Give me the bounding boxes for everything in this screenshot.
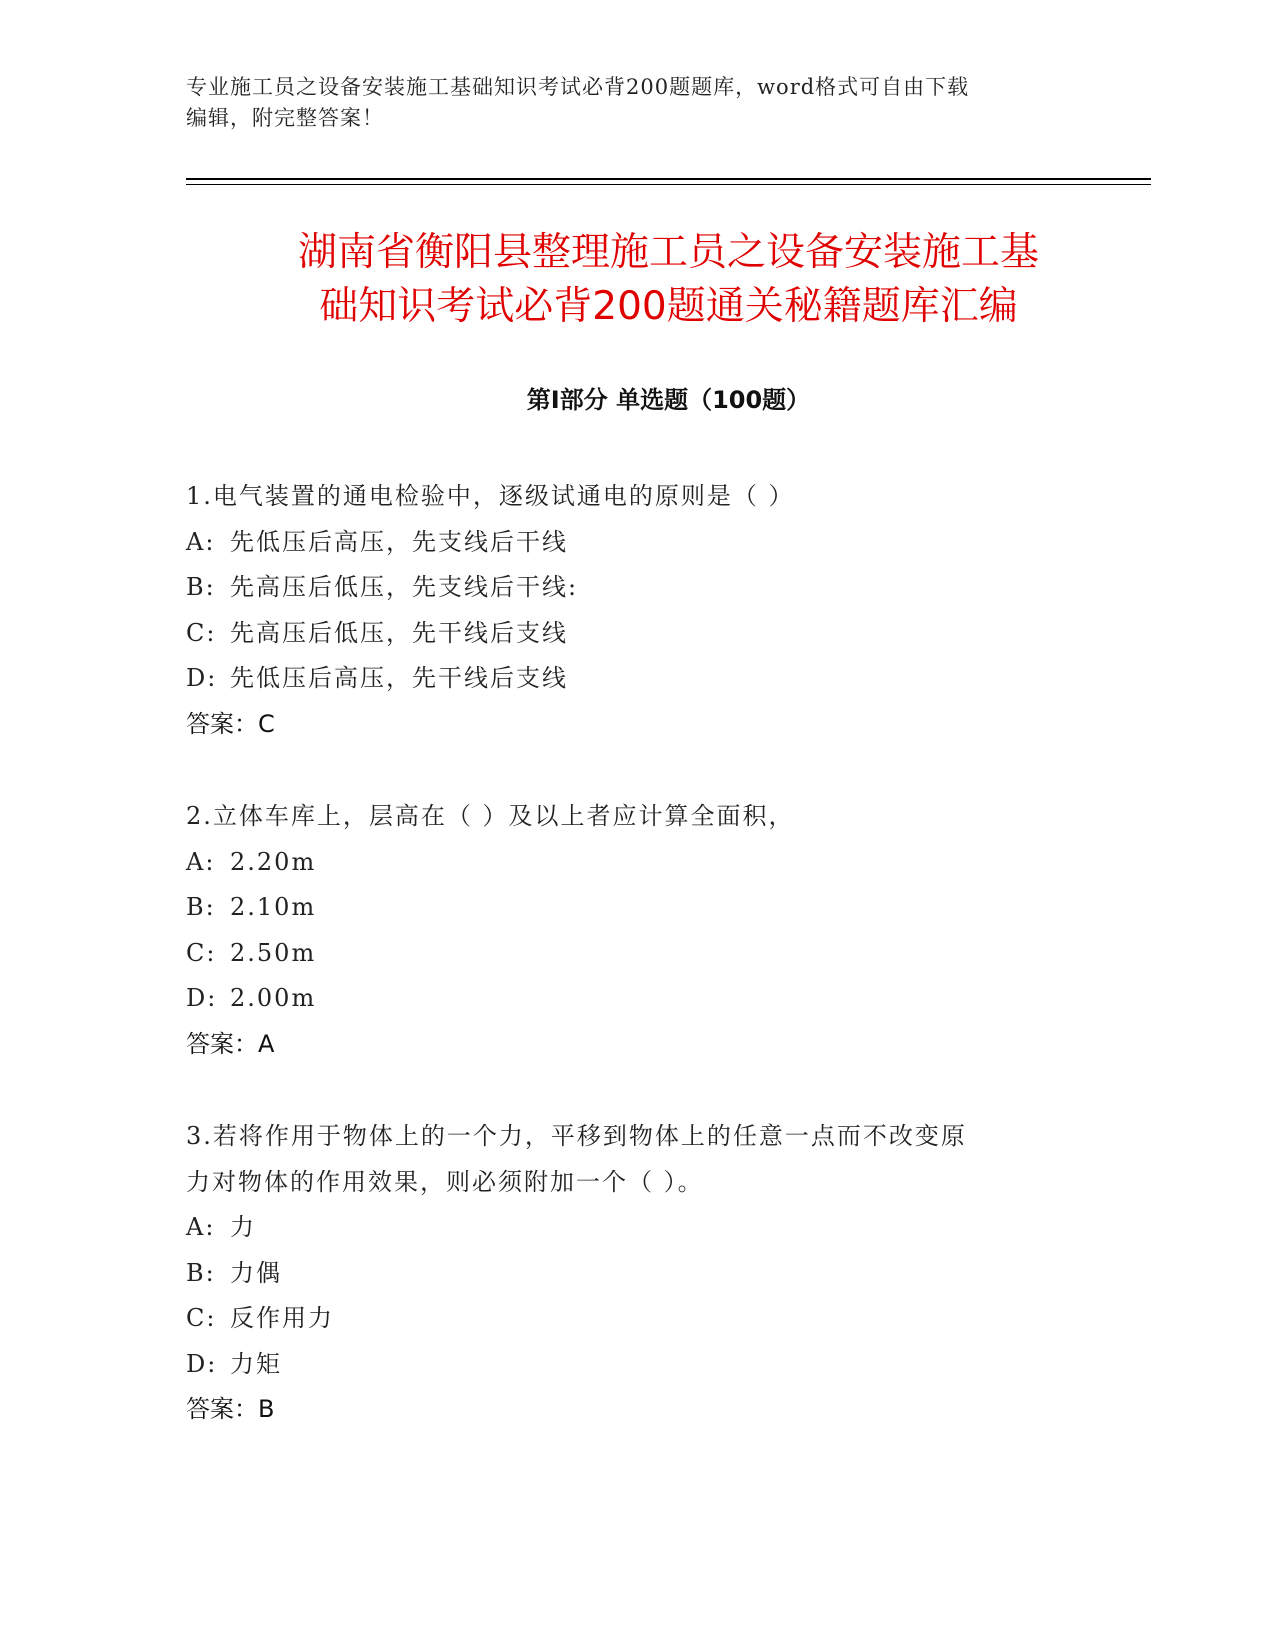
answer: 答案：B [186, 1395, 275, 1423]
option-d [186, 656, 1086, 702]
option-letter: C: [186, 618, 217, 647]
option-d [186, 1342, 1086, 1388]
header-note-line-2: 编辑，附完整答案！ [186, 106, 384, 130]
document-title-line-1: 湖南省衡阳县整理施工员之设备安装施工基 [297, 230, 1039, 275]
option-c [186, 931, 1086, 977]
option-letter: B: [186, 893, 216, 921]
option-letter: D: [186, 664, 218, 692]
question-1 [186, 474, 1086, 747]
option-letter: D: [186, 984, 218, 1012]
option-text: 先高压后低压，先支线后干线: [230, 573, 579, 601]
option-text: 反作用力 [230, 1304, 334, 1332]
option-c [186, 611, 1086, 657]
option-b [186, 1251, 1086, 1297]
option-d [186, 976, 1086, 1022]
header-divider-thick [186, 178, 1151, 180]
option-letter: B: [186, 573, 216, 601]
question-stem: 1.电气装置的通电检验中，逐级试通电的原则是（ ） [186, 482, 795, 510]
option-text: 先高压后低压，先干线后支线 [230, 618, 568, 647]
option-letter: C: [186, 938, 217, 967]
answer: 答案：C [186, 709, 275, 738]
option-text: 先低压后高压，先支线后干线 [230, 527, 568, 556]
option-text: 2.50m [230, 938, 317, 967]
option-text: 2.20m [230, 847, 317, 876]
answer: 答案：A [186, 1029, 275, 1058]
option-c [186, 1296, 1086, 1342]
option-text: 2.10m [230, 893, 317, 921]
header-divider-thin [186, 184, 1151, 185]
question-stem: 2.立体车库上，层高在（ ）及以上者应计算全面积， [186, 802, 795, 830]
option-a [186, 840, 1086, 886]
option-letter: C: [186, 1304, 217, 1332]
option-letter: B: [186, 1258, 216, 1287]
option-text: 力矩 [230, 1349, 282, 1378]
option-text: 力 [230, 1213, 256, 1241]
question-stem-line-1: 3.若将作用于物体上的一个力，平移到物体上的任意一点而不改变原 [186, 1122, 967, 1150]
option-b [186, 885, 1086, 931]
document-title [186, 226, 1151, 334]
question-2 [186, 794, 1086, 1067]
option-text: 先低压后高压，先干线后支线 [230, 664, 568, 692]
question-stem-line-2: 力对物体的作用效果，则必须附加一个（ ）。 [186, 1167, 704, 1196]
option-a [186, 520, 1086, 566]
option-letter: A: [186, 847, 216, 876]
document-title-line-2: 础知识考试必背200题通关秘籍题库汇编 [319, 284, 1018, 329]
option-b [186, 565, 1086, 611]
header-note-line-1: 专业施工员之设备安装施工基础知识考试必背200题题库，word格式可自由下载 [186, 75, 970, 99]
option-letter: D: [186, 1349, 218, 1378]
question-3 [186, 1114, 1086, 1433]
option-text: 2.00m [230, 984, 317, 1012]
option-text: 力偶 [230, 1258, 282, 1287]
option-a [186, 1205, 1086, 1251]
section-heading: 第Ⅰ部分 单选题（100题） [526, 386, 811, 414]
option-letter: A: [186, 527, 216, 556]
option-letter: A: [186, 1213, 216, 1241]
header-note [186, 72, 1086, 134]
